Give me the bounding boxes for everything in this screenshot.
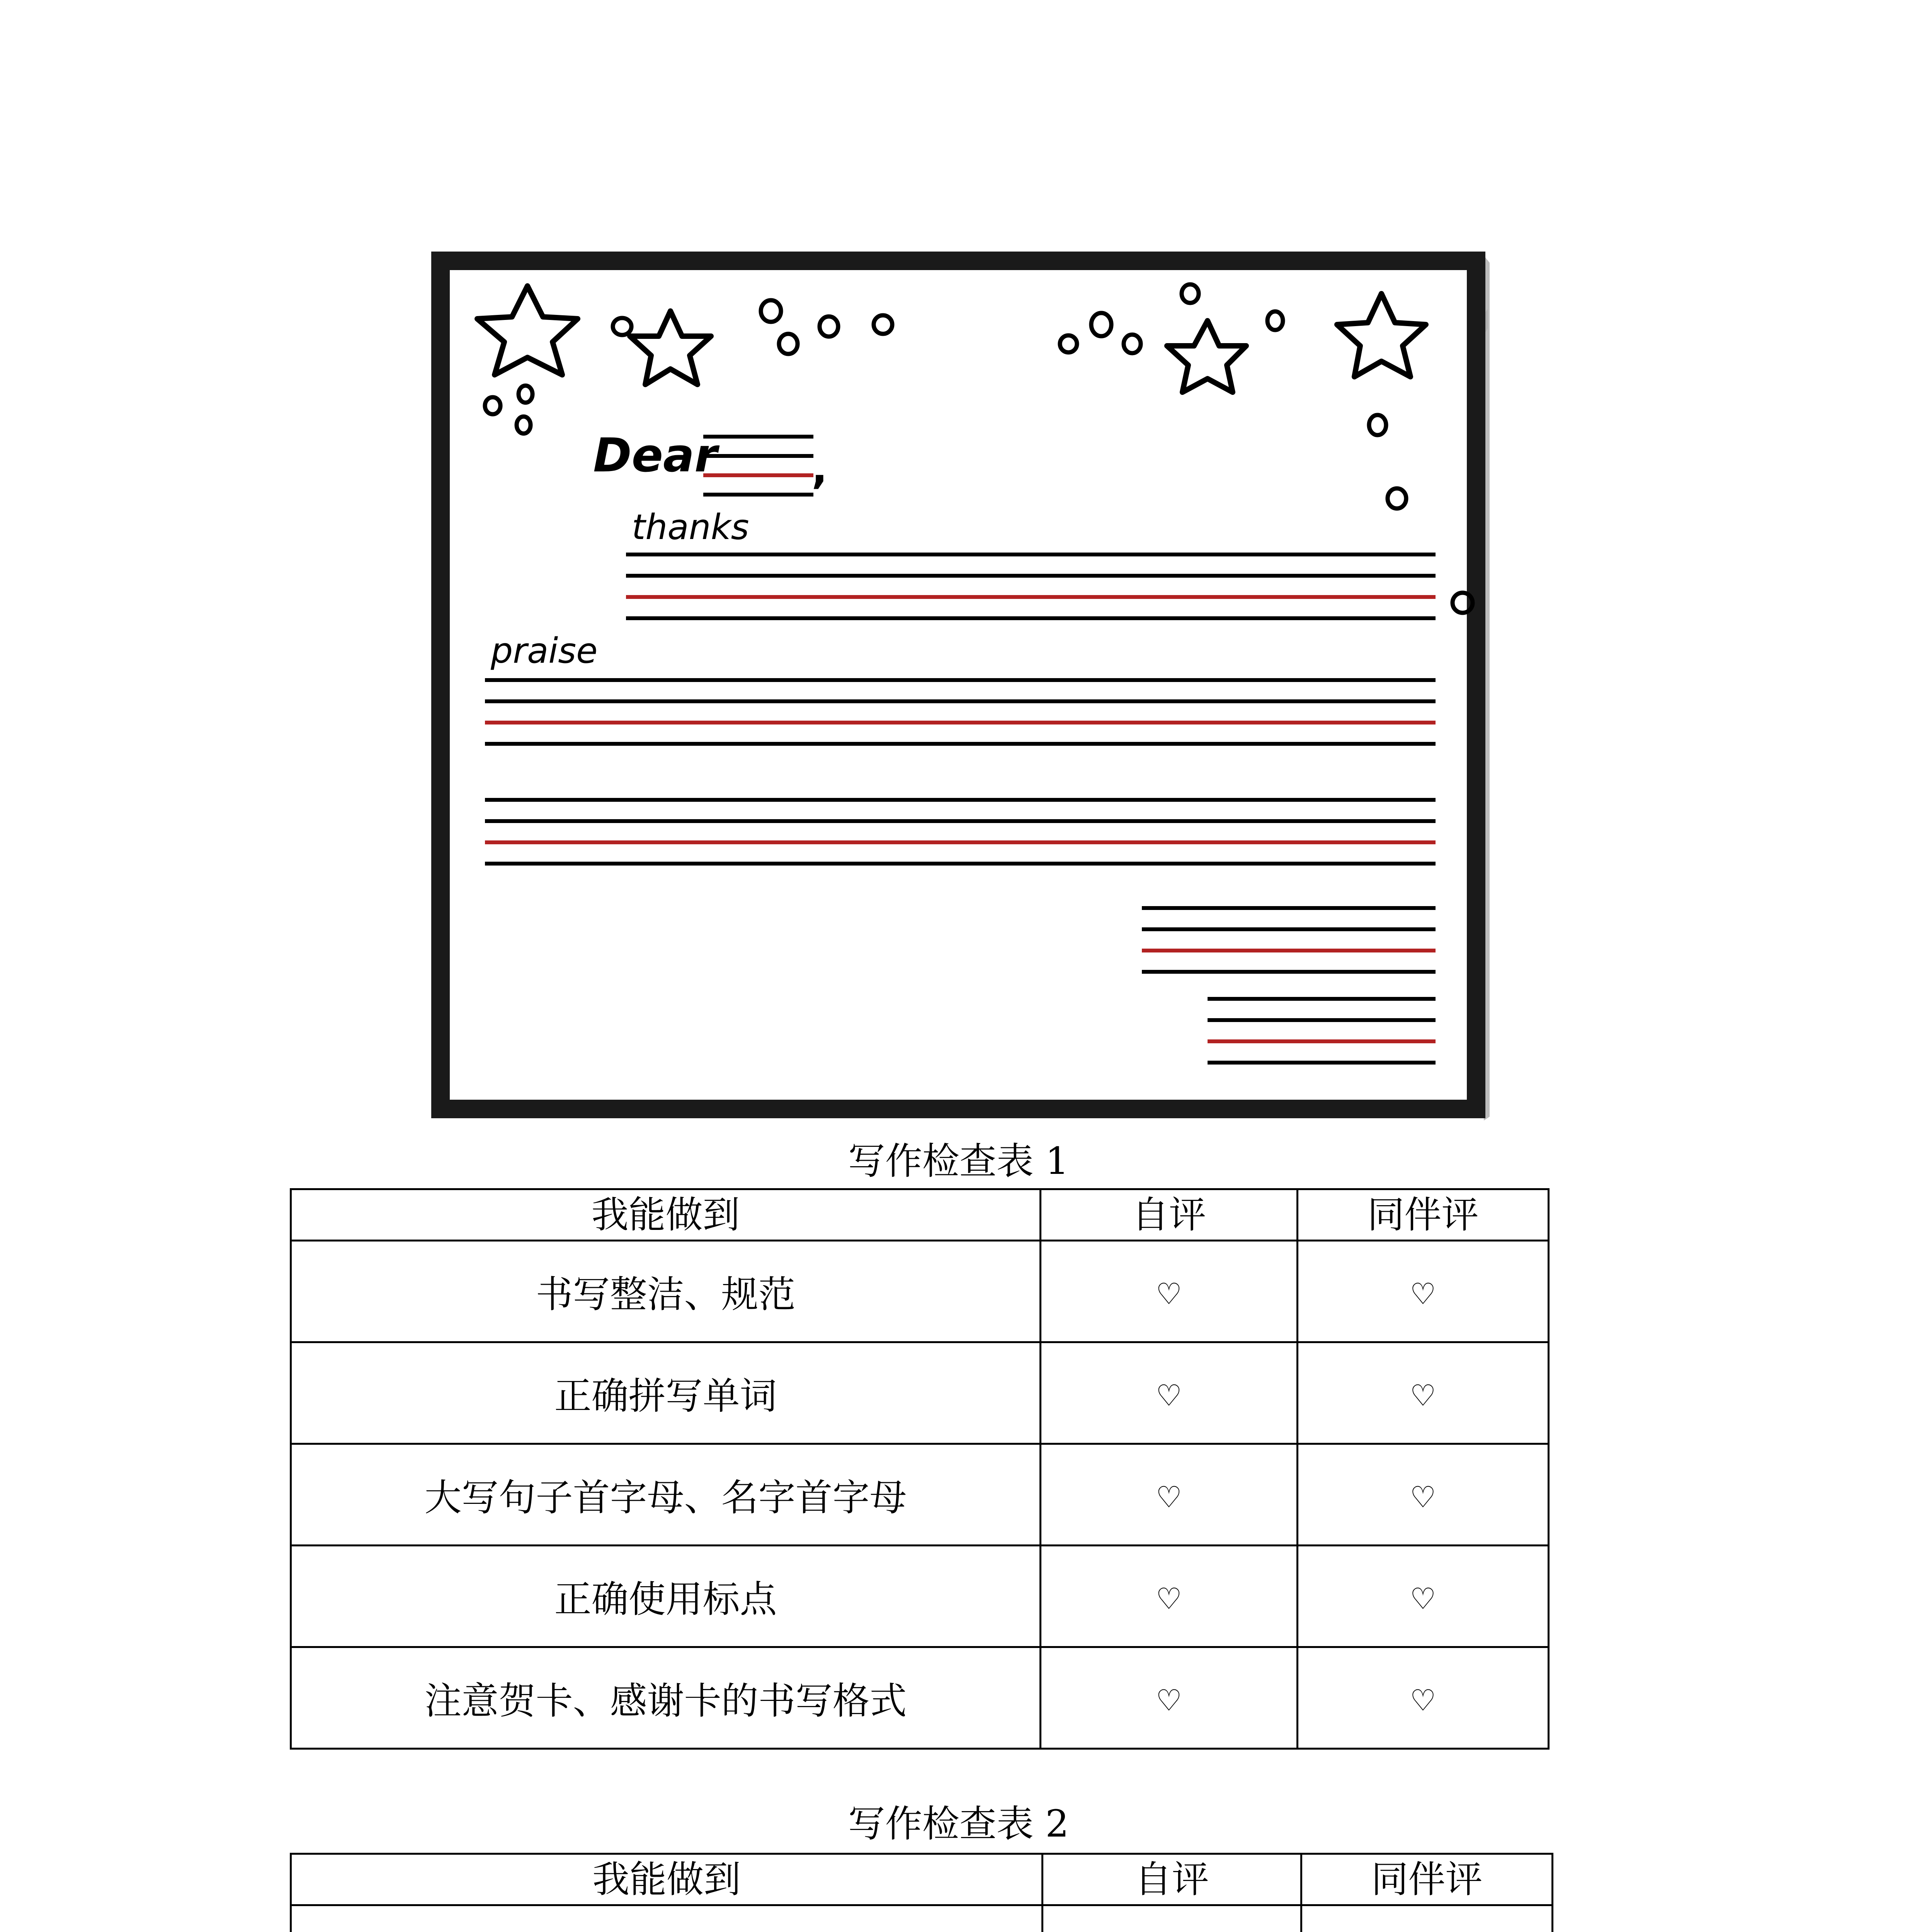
table-row bbox=[291, 1241, 1549, 1342]
self-rating-cell[interactable] bbox=[1043, 1905, 1301, 1932]
self-rating-cell[interactable] bbox=[1041, 1546, 1298, 1647]
self-rating-cell[interactable] bbox=[1041, 1241, 1298, 1342]
criterion-neat-writing: 书写整洁、规范 bbox=[291, 1241, 1041, 1342]
criterion-card-format: 注意贺卡、感谢卡的书写格式 bbox=[291, 1647, 1041, 1749]
criterion-punctuation: 正确使用标点 bbox=[291, 1546, 1041, 1647]
heart-outline-icon[interactable]: ♡ bbox=[1410, 1277, 1436, 1311]
heart-outline-icon[interactable]: ♡ bbox=[1155, 1683, 1182, 1718]
header-peer-eval: 同伴评 bbox=[1301, 1854, 1553, 1905]
table-row bbox=[291, 1647, 1549, 1749]
peer-rating-cell[interactable] bbox=[1298, 1241, 1549, 1342]
header-peer-eval: 同伴评 bbox=[1298, 1189, 1549, 1241]
table-2-caption: 写作检查表 2 bbox=[848, 1802, 1069, 1845]
heart-outline-icon[interactable]: ♡ bbox=[1410, 1378, 1436, 1413]
header-can-do: 我能做到 bbox=[291, 1854, 1043, 1905]
card-illustration bbox=[431, 251, 1490, 1121]
criterion-spelling: 正确拼写单词 bbox=[291, 1342, 1041, 1444]
peer-rating-cell[interactable] bbox=[1298, 1647, 1549, 1749]
heart-outline-icon[interactable]: ♡ bbox=[1155, 1277, 1182, 1311]
self-rating-cell[interactable] bbox=[1041, 1342, 1298, 1444]
heart-outline-icon[interactable]: ♡ bbox=[1410, 1683, 1436, 1718]
header-self-eval: 自评 bbox=[1041, 1189, 1298, 1241]
criterion-neat-writing bbox=[291, 1905, 1043, 1932]
greeting-text: Dear bbox=[593, 429, 718, 483]
criterion-capitalization: 大写句子首字母、名字首字母 bbox=[291, 1444, 1041, 1546]
header-self-eval: 自评 bbox=[1043, 1854, 1301, 1905]
peer-rating-cell[interactable] bbox=[1298, 1342, 1549, 1444]
thanks-label: thanks bbox=[632, 507, 749, 548]
peer-rating-cell[interactable] bbox=[1298, 1546, 1549, 1647]
heart-outline-icon[interactable]: ♡ bbox=[1410, 1582, 1436, 1616]
praise-label: praise bbox=[491, 631, 598, 671]
peer-rating-cell[interactable] bbox=[1301, 1905, 1553, 1932]
header-can-do: 我能做到 bbox=[291, 1189, 1041, 1241]
heart-outline-icon[interactable]: ♡ bbox=[1410, 1480, 1436, 1514]
table-row bbox=[291, 1342, 1549, 1444]
table-row bbox=[291, 1905, 1553, 1932]
heart-outline-icon[interactable]: ♡ bbox=[1155, 1378, 1182, 1413]
greeting-card-template bbox=[431, 251, 1490, 1121]
table-row bbox=[291, 1444, 1549, 1546]
checklist-table-1 bbox=[290, 1188, 1550, 1750]
heart-outline-icon[interactable]: ♡ bbox=[1155, 1480, 1182, 1514]
self-rating-cell[interactable] bbox=[1041, 1444, 1298, 1546]
self-rating-cell[interactable] bbox=[1041, 1647, 1298, 1749]
table-row bbox=[291, 1546, 1549, 1647]
checklist-table-2 bbox=[290, 1853, 1553, 1932]
card-frame bbox=[441, 261, 1476, 1109]
table-header-row bbox=[291, 1854, 1553, 1905]
greeting-comma: , bbox=[811, 444, 828, 493]
heart-outline-icon[interactable]: ♡ bbox=[1155, 1582, 1182, 1616]
table-header-row bbox=[291, 1189, 1549, 1241]
table-1-caption: 写作检查表 1 bbox=[848, 1139, 1069, 1183]
peer-rating-cell[interactable] bbox=[1298, 1444, 1549, 1546]
